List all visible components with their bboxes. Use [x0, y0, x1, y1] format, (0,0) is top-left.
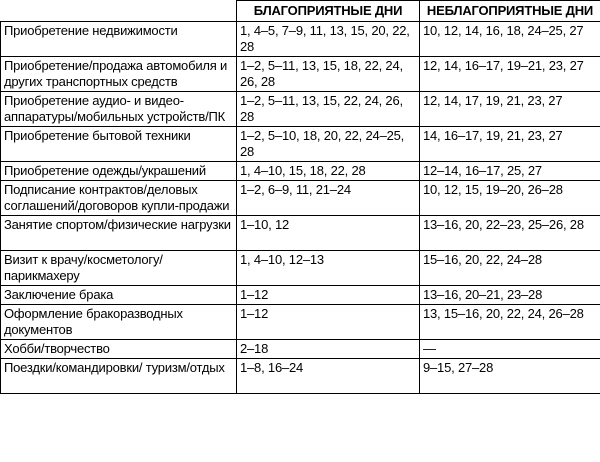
table-row — [1, 22, 600, 57]
activity-cell: Визит к врачу/косметологу/парикмахеру — [1, 251, 237, 286]
activity-cell: Приобретение бытовой техники — [1, 127, 237, 162]
activity-cell: Оформление бракоразводных документов — [1, 305, 237, 340]
header-favorable-days: БЛАГОПРИЯТНЫЕ ДНИ — [237, 1, 420, 22]
favorable-days-cell: 1–10, 12 — [237, 216, 420, 251]
table-row — [1, 216, 600, 251]
unfavorable-days-cell: 13–16, 20–21, 23–28 — [420, 286, 600, 305]
activity-cell: Занятие спортом/физические нагрузки — [1, 216, 237, 251]
header-activity — [1, 1, 237, 22]
table-row — [1, 181, 600, 216]
table-header-row — [1, 1, 600, 22]
activity-cell: Приобретение/продажа автомобиля и других транспортных средств — [1, 57, 237, 92]
table-row — [1, 92, 600, 127]
favorable-days-cell: 1–2, 5–11, 13, 15, 18, 22, 24, 26, 28 — [237, 57, 420, 92]
unfavorable-days-cell: 9–15, 27–28 — [420, 359, 600, 394]
unfavorable-days-cell: 12, 14, 16–17, 19–21, 23, 27 — [420, 57, 600, 92]
favorable-days-cell: 1, 4–5, 7–9, 11, 13, 15, 20, 22, 28 — [237, 22, 420, 57]
unfavorable-days-cell: 13, 15–16, 20, 22, 24, 26–28 — [420, 305, 600, 340]
favorable-days-cell: 1–2, 5–11, 13, 15, 22, 24, 26, 28 — [237, 92, 420, 127]
table-row — [1, 57, 600, 92]
table-row — [1, 162, 600, 181]
activity-cell: Хобби/творчество — [1, 340, 237, 359]
favorable-days-cell: 1, 4–10, 15, 18, 22, 28 — [237, 162, 420, 181]
table-row — [1, 340, 600, 359]
unfavorable-days-cell: 14, 16–17, 19, 21, 23, 27 — [420, 127, 600, 162]
unfavorable-days-cell: 13–16, 20, 22–23, 25–26, 28 — [420, 216, 600, 251]
favorable-days-cell: 1, 4–10, 12–13 — [237, 251, 420, 286]
table-row — [1, 286, 600, 305]
favorable-days-cell: 1–12 — [237, 305, 420, 340]
activity-cell: Заключение брака — [1, 286, 237, 305]
activity-cell: Поездки/командировки/ туризм/отдых — [1, 359, 237, 394]
unfavorable-days-cell: 10, 12, 14, 16, 18, 24–25, 27 — [420, 22, 600, 57]
favorable-days-cell: 1–2, 5–10, 18, 20, 22, 24–25, 28 — [237, 127, 420, 162]
unfavorable-days-cell: 15–16, 20, 22, 24–28 — [420, 251, 600, 286]
table-row — [1, 305, 600, 340]
table-row — [1, 127, 600, 162]
activity-cell: Приобретение недвижимости — [1, 22, 237, 57]
unfavorable-days-cell: — — [420, 340, 600, 359]
favorable-days-cell: 1–2, 6–9, 11, 21–24 — [237, 181, 420, 216]
table-row — [1, 359, 600, 394]
activity-cell: Подписание контрактов/деловых соглашений/договоров купли-продажи — [1, 181, 237, 216]
favorable-days-cell: 1–8, 16–24 — [237, 359, 420, 394]
activity-cell: Приобретение аудио- и видео-аппаратуры/мобильных устройств/ПК — [1, 92, 237, 127]
activity-cell: Приобретение одежды/украшений — [1, 162, 237, 181]
table-row — [1, 251, 600, 286]
unfavorable-days-cell: 12, 14, 17, 19, 21, 23, 27 — [420, 92, 600, 127]
unfavorable-days-cell: 12–14, 16–17, 25, 27 — [420, 162, 600, 181]
header-unfavorable-days: НЕБЛАГОПРИЯТНЫЕ ДНИ — [420, 1, 600, 22]
favorable-days-cell: 1–12 — [237, 286, 420, 305]
unfavorable-days-cell: 10, 12, 15, 19–20, 26–28 — [420, 181, 600, 216]
favorable-days-cell: 2–18 — [237, 340, 420, 359]
